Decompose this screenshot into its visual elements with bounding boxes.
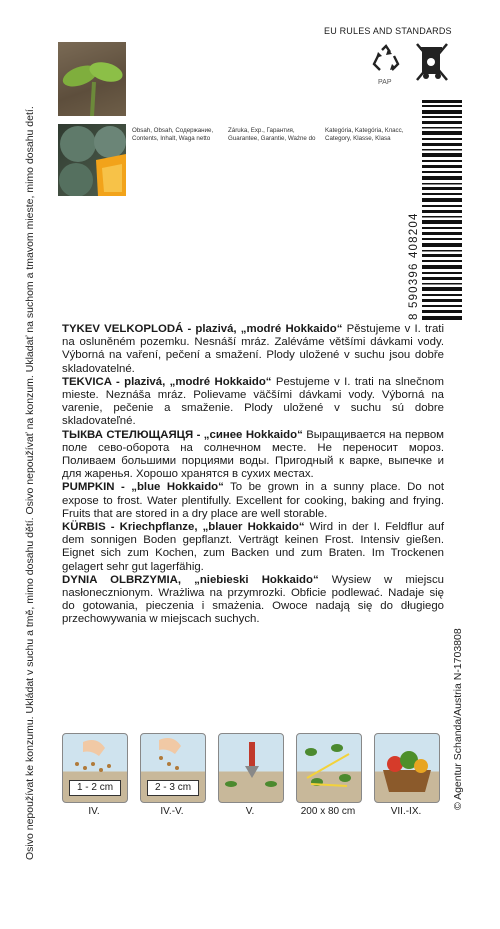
wheelie-bin-crossed-icon bbox=[414, 40, 450, 84]
step-label: V. bbox=[245, 806, 255, 817]
pumpkin-photo bbox=[58, 124, 126, 196]
barcode bbox=[422, 100, 462, 320]
guarantee-label: Záruka, Exp., Гарантия, Guarantee, Garantie, Ważne do bbox=[228, 127, 316, 142]
step-sow-depth-2 bbox=[140, 733, 206, 803]
description-block bbox=[62, 323, 444, 627]
recycle-icon bbox=[370, 44, 402, 76]
side-note-left: Osivo nepoužívat ke konzumu. Ukládat v suchu a tmě, mimo dosahu dětí. Osivo nepoužívať na konzum. Ukladať na suchom a tmavom mieste, mimo dosahu detí. bbox=[24, 106, 36, 860]
step-spacing bbox=[296, 733, 362, 803]
step-caption: 1 - 2 cm bbox=[69, 780, 121, 796]
step-label: IV.-V. bbox=[160, 806, 184, 817]
step-label: IV. bbox=[88, 806, 100, 817]
section-cz: TYKEV VELKOPLODÁ - plazivá, „modré Hokkaido“ Pěstujeme v I. trati na osluněném pozemku. Nesnáší mráz. Zaléváme většími dávkami vody. Výborná na vaření, pečení a smažení. Plody uložené v suchu jsou dobře skladovatelné. bbox=[62, 323, 444, 375]
section-ru: ТЫКВА СТЕЛЮЩАЯЦЯ - „синее Hokkaido“ Выращивается на первом поле сево-оборота на солнечном месте. Не переносит мороз. Поливаем большими порциями воды. Пригодный к варке, выпечке и для жаренья. Хорошо хранятся в сухих местах. bbox=[62, 428, 444, 481]
section-sk: TEKVICA - plazivá, „modré Hokkaido“ Pestujeme v I. trati na slnečnom mieste. Neznáša mráz. Polievame väčšími dávkami vody. Výborná na varenie, pečenie a smaženie. Plody uložené v suchu sú dobre skladovateľné. bbox=[62, 375, 444, 428]
category-label: Kategória, Kategória, Класс, Category, Klasse, Klasa bbox=[325, 127, 404, 142]
step-sow-depth-1 bbox=[62, 733, 128, 803]
copyright-note: © Agentur Schanda/Austria N-1703808 bbox=[452, 628, 464, 810]
seedling-photo bbox=[58, 42, 126, 116]
barcode-number: 8 590396 408204 bbox=[408, 212, 420, 320]
section-de: KÜRBIS - Kriechpflanze, „blauer Hokkaido“ Wird in der I. Feldflur auf dem sonnigen Boden gepflanzt. Verträgt keinen Frost. Intensiv gießen. Eignet sich zum Kochen, zum Backen und zum Braten. Im Trockenen gelagert sehr gut lagerfähig. bbox=[62, 521, 444, 573]
step-planting bbox=[218, 733, 284, 803]
step-caption: 2 - 3 cm bbox=[147, 780, 199, 796]
pap-label: PAP bbox=[378, 79, 392, 86]
eu-rules-heading: EU RULES AND STANDARDS bbox=[324, 26, 452, 36]
section-en: PUMPKIN - „blue Hokkaido“ To be grown in a sunny place. Do not expose to frost. Water plentifully. Excellent for cooking, baking and frying. Fruits that are stored in a dry place are well storable. bbox=[62, 481, 445, 520]
step-label: 200 x 80 cm bbox=[300, 806, 356, 817]
step-harvest bbox=[374, 733, 440, 803]
step-label: VII.-IX. bbox=[390, 806, 422, 817]
contents-label: Obsah, Obsah, Содержание, Contents, Inhalt, Waga netto bbox=[132, 127, 214, 142]
section-pl: DYNIA OLBRZYMIA, „niebieski Hokkaido“ Wysiew w miejscu nasłonecznionym. Wrażliwa na przymrozki. Obficie podlewać. Nadaje się do gotowania, pieczenia i smażenia. Owoce nadają się do długiego przechowywania w miejscach suchych. bbox=[62, 573, 444, 626]
